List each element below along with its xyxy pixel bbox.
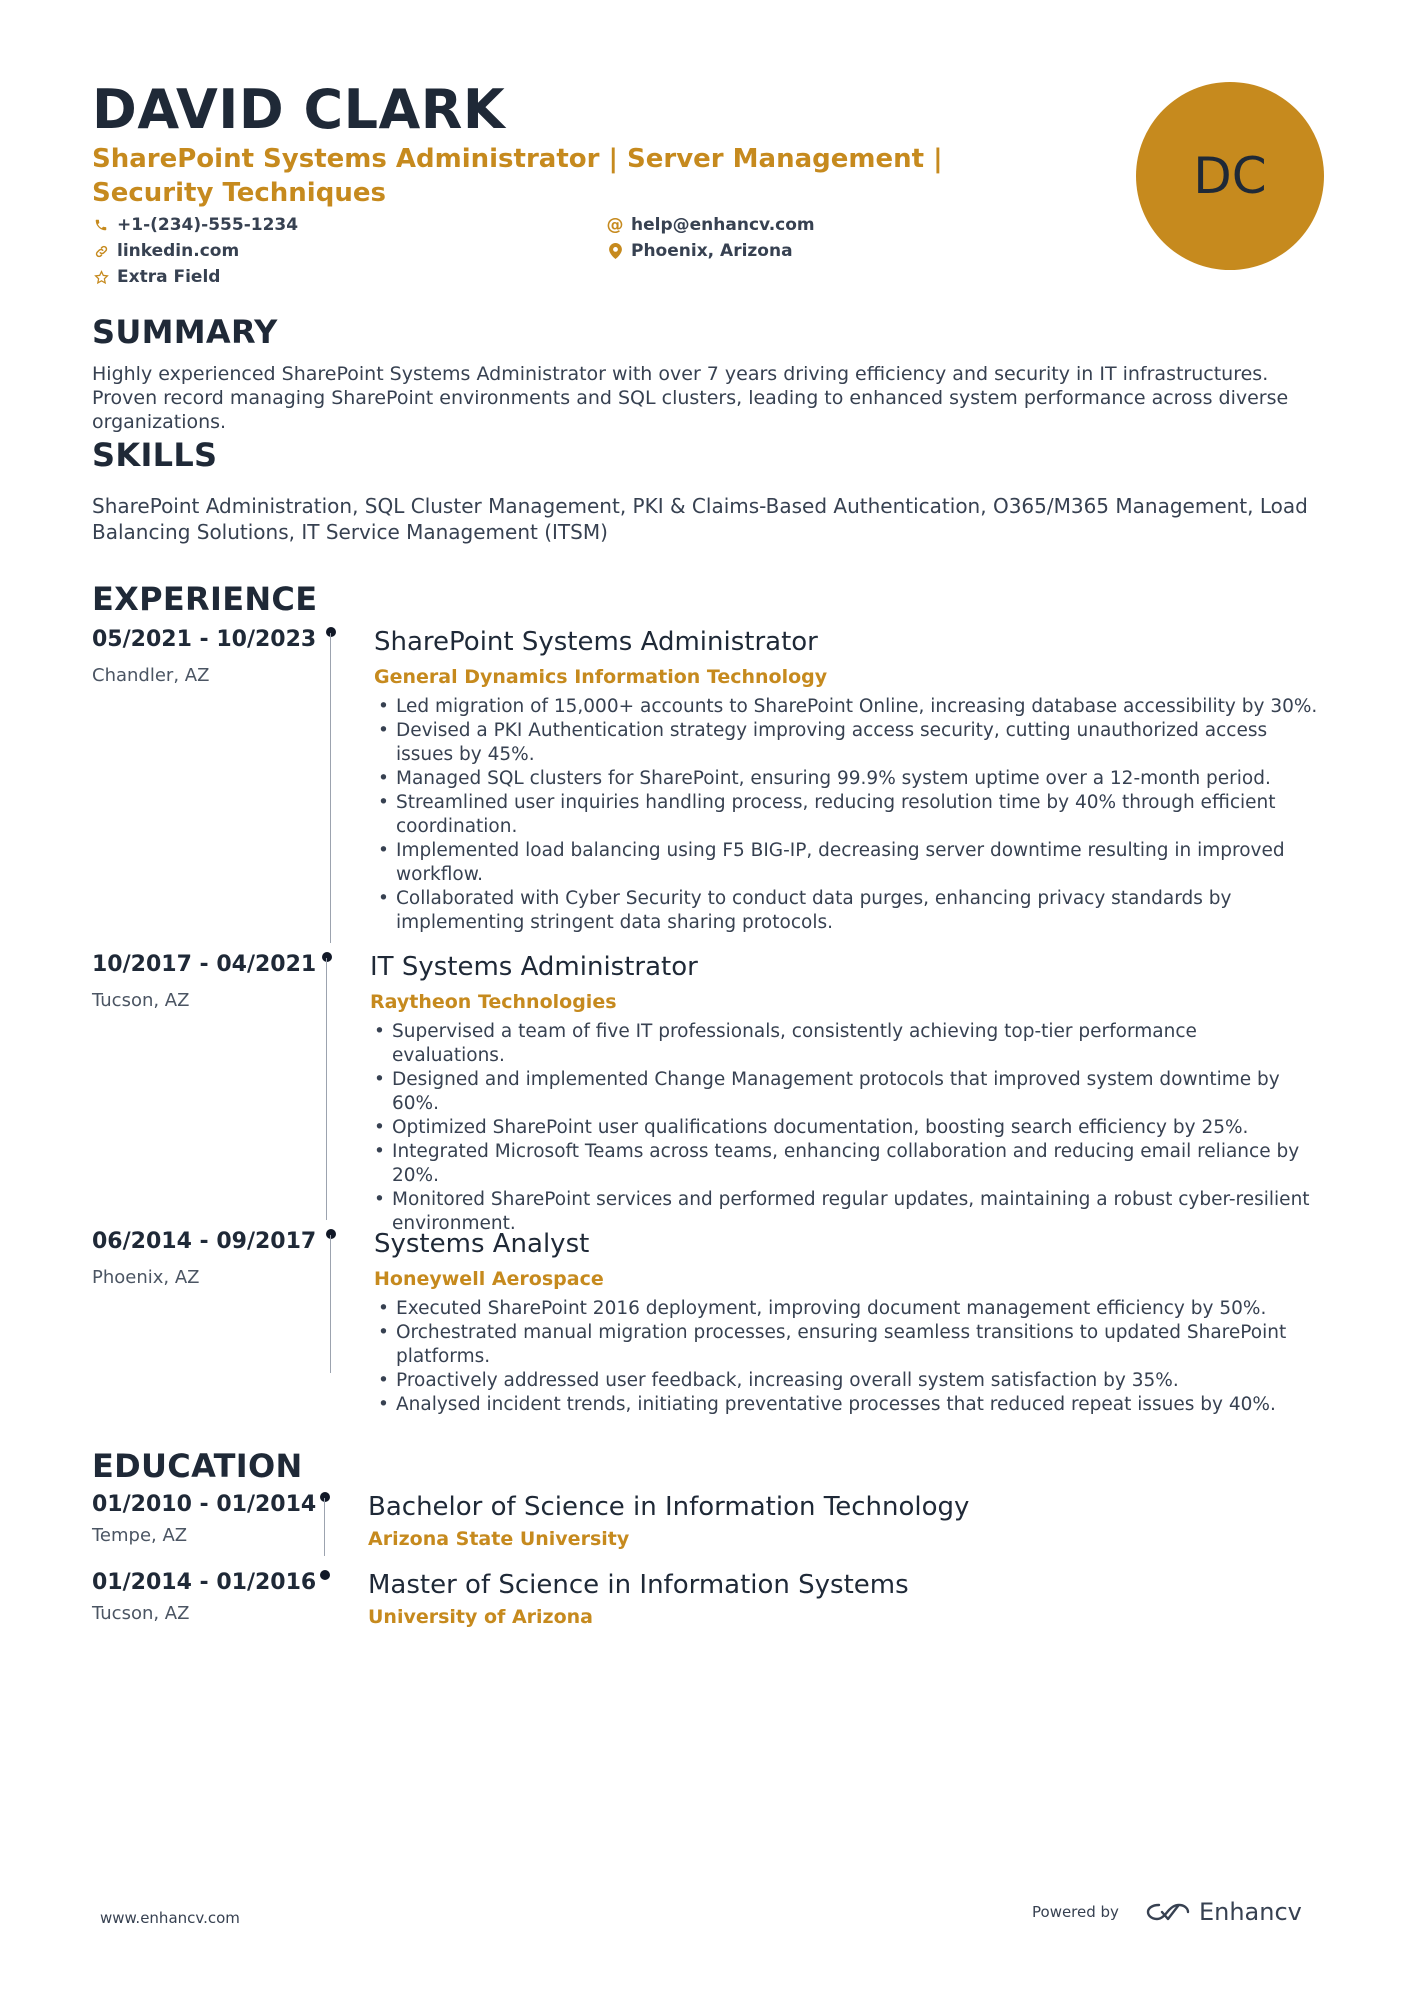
bullet-item: • Optimized SharePoint user qualifications documentation, boosting search efficiency by 25%. — [364, 1116, 1314, 1140]
location-pin-icon — [606, 243, 624, 259]
degree-title: Master of Science in Information Systems — [368, 1570, 909, 1600]
extra-field-text: Extra Field — [117, 267, 221, 287]
avatar — [1136, 82, 1324, 270]
bullet-item: • Streamlined user inquiries handling process, reducing resolution time by 40% through efficient coordination. — [368, 791, 1318, 839]
degree-title: Bachelor of Science in Information Technology — [368, 1492, 970, 1522]
job-bullets — [368, 1297, 1318, 1417]
link-icon — [92, 244, 110, 259]
job-title: SharePoint Systems Administrator — [374, 627, 818, 657]
job-location: Tucson, AZ — [92, 990, 190, 1011]
job-company: General Dynamics Information Technology — [374, 666, 828, 688]
timeline-dot — [326, 1229, 336, 1239]
timeline-line — [326, 958, 327, 1220]
enhancv-logo-icon — [1145, 1901, 1191, 1923]
bullet-item: • Analysed incident trends, initiating preventative processes that reduced repeat issues by 40%. — [368, 1393, 1318, 1417]
timeline-line — [324, 1498, 325, 1556]
candidate-name: DAVID CLARK — [92, 78, 506, 141]
bullet-item: • Monitored SharePoint services and performed regular updates, maintaining a robust cyber-resilient environment. — [364, 1188, 1314, 1236]
bullet-item: • Devised a PKI Authentication strategy improving access security, cutting unauthorized access issues by 45%. — [368, 719, 1318, 767]
education-heading: EDUCATION — [92, 1447, 303, 1485]
contact-linkedin[interactable] — [92, 241, 239, 261]
job-title: Systems Analyst — [374, 1229, 590, 1259]
job-company: Honeywell Aerospace — [374, 1268, 604, 1290]
education-dates: 01/2014 - 01/2016 — [92, 1570, 317, 1595]
education-entry — [92, 1570, 1332, 1640]
contact-info — [92, 215, 892, 295]
bullet-item: • Integrated Microsoft Teams across teams, enhancing collaboration and reducing email reliance by 20%. — [364, 1140, 1314, 1188]
timeline-line — [330, 1235, 331, 1373]
job-bullets — [364, 1020, 1314, 1236]
job-location: Chandler, AZ — [92, 665, 210, 686]
brand-text: Enhancv — [1198, 1898, 1302, 1926]
bullet-item: • Led migration of 15,000+ accounts to SharePoint Online, increasing database accessibility by 30%. — [368, 695, 1318, 719]
phone-icon — [92, 218, 110, 232]
candidate-headline: SharePoint Systems Administrator | Server Management | Security Techniques — [92, 144, 943, 208]
bullet-item: • Proactively addressed user feedback, increasing overall system satisfaction by 35%. — [368, 1369, 1318, 1393]
linkedin-text: linkedin.com — [117, 241, 240, 261]
job-dates: 10/2017 - 04/2021 — [92, 952, 317, 977]
phone-text: +1-(234)-555-1234 — [117, 215, 299, 235]
experience-entry — [92, 952, 1332, 1234]
timeline-line — [330, 633, 331, 943]
timeline-dot — [320, 1492, 330, 1502]
job-company: Raytheon Technologies — [370, 991, 617, 1013]
school-name: Arizona State University — [368, 1528, 630, 1550]
job-location: Phoenix, AZ — [92, 1267, 200, 1288]
timeline-dot — [326, 627, 336, 637]
bullet-item: • Executed SharePoint 2016 deployment, improving document management efficiency by 50%. — [368, 1297, 1318, 1321]
job-title: IT Systems Administrator — [370, 952, 698, 982]
job-bullets — [368, 695, 1318, 935]
education-dates: 01/2010 - 01/2014 — [92, 1492, 317, 1517]
footer-branding[interactable] — [1032, 1898, 1302, 1926]
contact-email[interactable] — [606, 215, 815, 235]
skills-heading: SKILLS — [92, 436, 218, 474]
at-icon: @ — [606, 215, 624, 235]
bullet-item: • Designed and implemented Change Management protocols that improved system downtime by 60%. — [364, 1068, 1314, 1116]
job-dates: 06/2014 - 09/2017 — [92, 1229, 317, 1254]
location-text: Phoenix, Arizona — [631, 241, 793, 261]
contact-location — [606, 241, 793, 261]
job-dates: 05/2021 - 10/2023 — [92, 627, 317, 652]
bullet-item: • Implemented load balancing using F5 BIG-IP, decreasing server downtime resulting in improved workflow. — [368, 839, 1318, 887]
enhancv-logo — [1145, 1898, 1302, 1926]
school-name: University of Arizona — [368, 1606, 593, 1628]
star-icon — [92, 270, 110, 285]
powered-by-text: Powered by — [1032, 1903, 1119, 1921]
contact-extra — [92, 267, 220, 287]
email-text: help@enhancv.com — [631, 215, 815, 235]
timeline-dot — [320, 1570, 330, 1580]
education-location: Tucson, AZ — [92, 1603, 190, 1624]
education-entry — [92, 1492, 1332, 1562]
experience-entry — [92, 627, 1332, 947]
timeline-dot — [322, 952, 332, 962]
bullet-item: • Managed SQL clusters for SharePoint, ensuring 99.9% system uptime over a 12-month period. — [368, 767, 1318, 791]
bullet-item: • Collaborated with Cyber Security to conduct data purges, enhancing privacy standards by implementing stringent data sharing protocols. — [368, 887, 1318, 935]
skills-text: SharePoint Administration, SQL Cluster Management, PKI & Claims-Based Authentication, O365/M365 Management, Load Balancing Solutions, IT Service Management (ITSM) — [92, 494, 1308, 544]
experience-entry — [92, 1229, 1332, 1469]
avatar-initials: DC — [1193, 147, 1267, 205]
bullet-item: • Supervised a team of five IT professionals, consistently achieving top-tier performance evaluations. — [364, 1020, 1314, 1068]
footer-website-link[interactable]: www.enhancv.com — [100, 1909, 240, 1927]
experience-heading: EXPERIENCE — [92, 580, 318, 618]
contact-phone[interactable] — [92, 215, 298, 235]
bullet-item: • Orchestrated manual migration processes, ensuring seamless transitions to updated SharePoint platforms. — [368, 1321, 1318, 1369]
education-location: Tempe, AZ — [92, 1525, 188, 1546]
summary-text: Highly experienced SharePoint Systems Administrator with over 7 years driving efficiency and security in IT infrastructures. Proven record managing SharePoint environments and SQL clusters, leading to enhanced system performance across diverse organizations. — [92, 363, 1289, 433]
summary-heading: SUMMARY — [92, 313, 278, 351]
